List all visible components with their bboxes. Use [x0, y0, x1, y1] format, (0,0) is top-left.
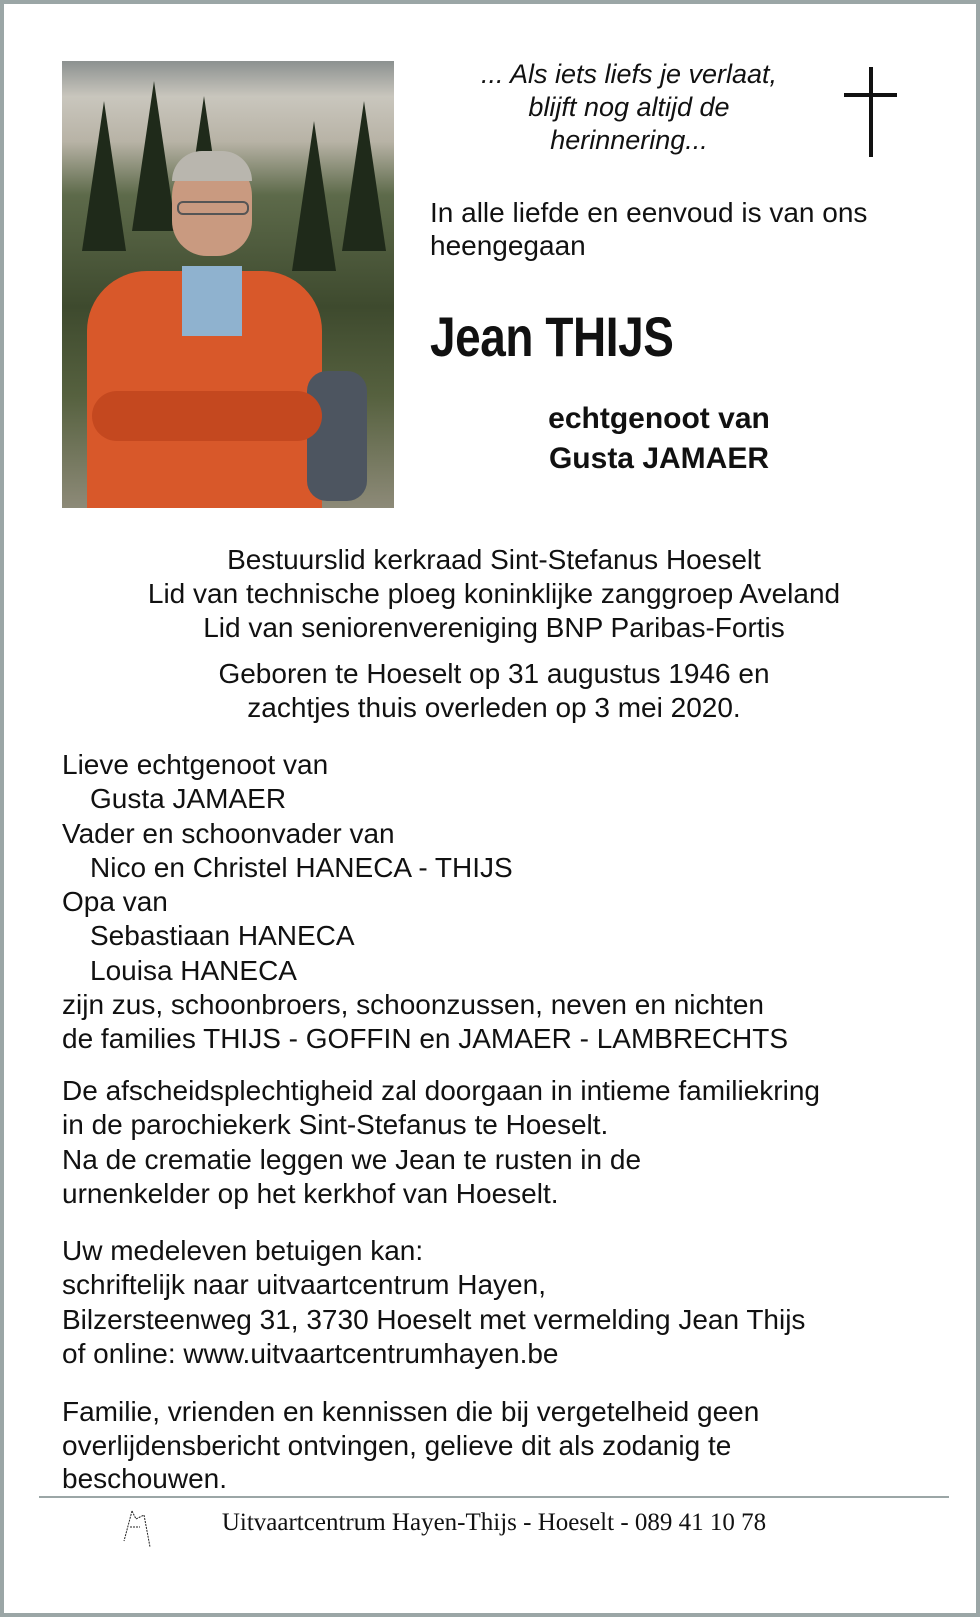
closing-line: Familie, vrienden en kennissen die bij vergetelheid geen	[62, 1396, 760, 1427]
family-line: Opa van	[62, 886, 168, 918]
condolences-line: of online: www.uitvaartcentrumhayen.be	[62, 1337, 559, 1369]
spouse-line: Gusta JAMAER	[548, 442, 770, 475]
family-list	[62, 748, 788, 1057]
divider	[39, 1496, 949, 1498]
birth-death	[44, 657, 944, 725]
funeral-home-footer: Uitvaartcentrum Hayen-Thijs - Hoeselt - 089 41 10 78	[221, 1509, 767, 1536]
ceremony-line: in de parochiekerk Sint-Stefanus te Hoeselt.	[62, 1109, 609, 1141]
closing-line: overlijdensbericht ontvingen, gelieve dit als zodanig te	[62, 1429, 732, 1461]
condolences-text	[62, 1234, 805, 1371]
role-line: Bestuurslid kerkraad Sint-Stefanus Hoeselt	[227, 544, 761, 575]
spouse-text	[504, 399, 814, 479]
family-line: de families THIJS - GOFFIN en JAMAER - LAMBRECHTS	[62, 1023, 789, 1055]
closing-text	[62, 1395, 759, 1496]
quote-line: herinnering...	[550, 125, 708, 155]
roles	[44, 543, 944, 645]
ceremony-line: Na de crematie leggen we Jean te rusten in de	[62, 1143, 642, 1175]
family-line: Sebastiaan HANECA	[90, 920, 355, 952]
family-line: Vader en schoonvader van	[62, 817, 395, 849]
closing-line: beschouwen.	[62, 1463, 228, 1494]
cross-icon	[844, 93, 897, 97]
ceremony-text	[62, 1074, 820, 1211]
family-line: Lieve echtgenoot van	[62, 749, 329, 780]
quote	[424, 58, 834, 157]
family-line: Nico en Christel HANECA - THIJS	[90, 851, 513, 883]
family-line: zijn zus, schoonbroers, schoonzussen, neven en nichten	[62, 989, 764, 1021]
birth-line: Geboren te Hoeselt op 31 augustus 1946 en	[218, 658, 770, 689]
condolences-line: Bilzersteenweg 31, 3730 Hoeselt met vermelding Jean Thijs	[62, 1303, 806, 1335]
cross-icon	[869, 67, 873, 157]
condolences-line: Uw medeleven betuigen kan:	[62, 1235, 424, 1266]
intro-line: heengegaan	[430, 230, 586, 261]
death-line: zachtjes thuis overleden op 3 mei 2020.	[247, 692, 741, 723]
intro-text	[430, 196, 867, 262]
role-line: Lid van technische ploeg koninklijke zanggroep Aveland	[147, 578, 841, 609]
intro-line: In alle liefde en eenvoud is van ons	[430, 197, 868, 228]
portrait-photo	[62, 61, 394, 508]
spouse-line: echtgenoot van	[548, 402, 770, 435]
condolences-line: schriftelijk naar uitvaartcentrum Hayen,	[62, 1269, 546, 1301]
role-line: Lid van seniorenvereniging BNP Paribas-Fortis	[203, 612, 785, 643]
ceremony-line: De afscheidsplechtigheid zal doorgaan in intieme familiekring	[62, 1075, 820, 1106]
quote-line: blijft nog altijd de	[528, 92, 730, 122]
ceremony-line: urnenkelder op het kerkhof van Hoeselt.	[62, 1177, 559, 1209]
family-line: Gusta JAMAER	[90, 783, 287, 815]
family-line: Louisa HANECA	[90, 954, 297, 986]
deceased-name: Jean THIJS	[430, 305, 674, 368]
quote-line: ... Als iets liefs je verlaat,	[480, 59, 778, 89]
